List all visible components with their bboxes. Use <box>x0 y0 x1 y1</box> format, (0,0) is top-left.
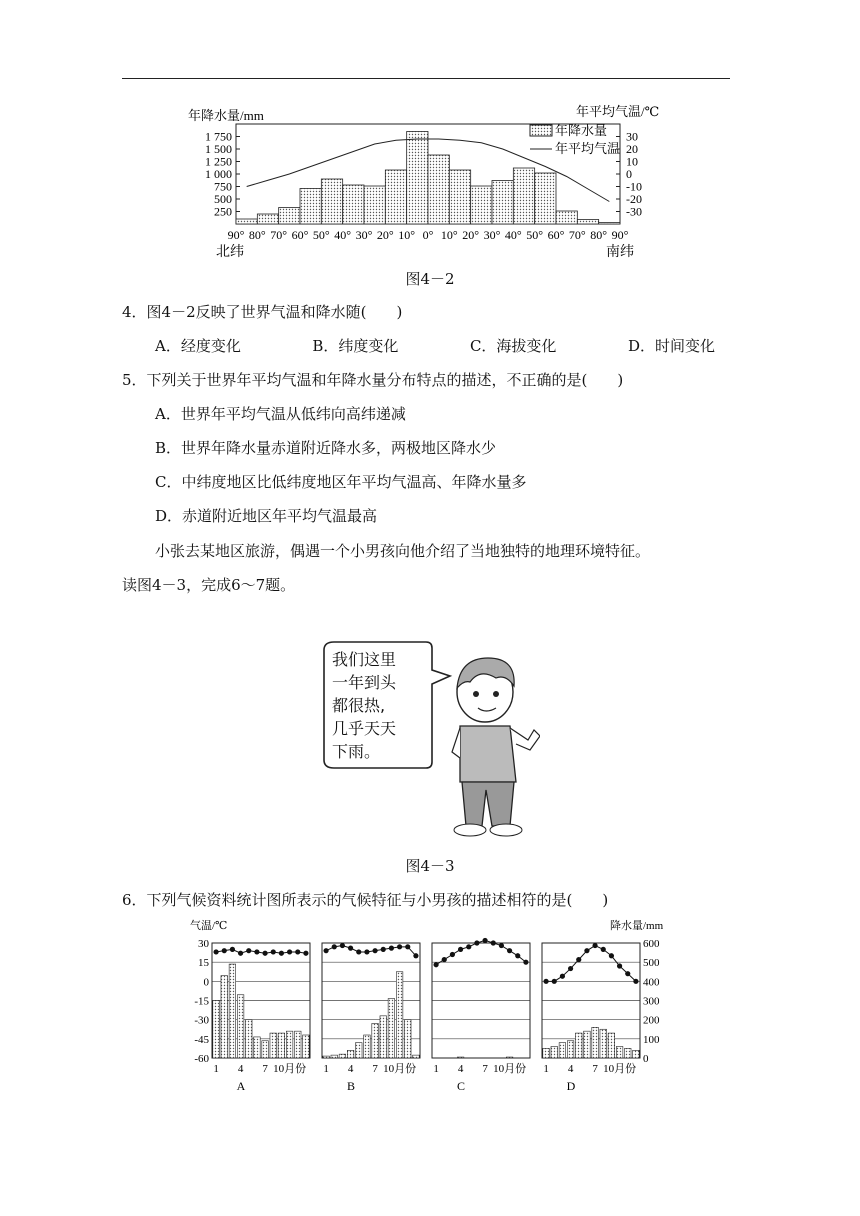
climate-right-tick: 600 <box>643 938 660 950</box>
x-tick-label: 80° <box>590 228 608 242</box>
right-axis-title: 年平均气温/℃ <box>576 104 660 119</box>
bubble-line-2: 一年到头 <box>332 673 397 692</box>
climate-temp-point <box>633 979 638 984</box>
climate-month-tick: 4 <box>347 1063 354 1075</box>
climate-precip-bar <box>355 1043 362 1058</box>
x-tick-label: 40° <box>504 228 522 242</box>
climate-temp-point <box>279 951 284 956</box>
question-4-options <box>155 336 715 356</box>
climate-temp-point <box>323 948 328 953</box>
climate-month-tick: 1 <box>213 1063 219 1075</box>
precip-bar <box>577 220 598 225</box>
climate-precip-bar <box>254 1037 261 1058</box>
x-tick-label: 70° <box>568 228 586 242</box>
climate-chart-label: D <box>566 1079 576 1093</box>
climate-precip-bar <box>278 1033 285 1058</box>
climate-left-tick: -60 <box>194 1053 209 1065</box>
precip-bar <box>279 208 300 225</box>
figure-4-3-illustration <box>320 640 540 840</box>
climate-temp-point <box>433 962 438 967</box>
precip-bar <box>364 186 385 224</box>
legend-bar-label: 年降水量 <box>555 123 608 138</box>
climate-left-title: 气温/℃ <box>190 920 228 932</box>
right-tick-label: 20 <box>626 142 638 156</box>
climate-temp-line <box>436 940 526 964</box>
precip-bar <box>471 186 492 224</box>
climate-precip-bar <box>633 1050 640 1058</box>
climate-precip-bar <box>404 1020 411 1058</box>
precip-bar <box>599 223 620 225</box>
q4-option-a[interactable]: A．经度变化 <box>155 337 241 355</box>
climate-precip-bar <box>339 1054 346 1058</box>
precip-bar <box>385 170 406 224</box>
climate-precip-bar <box>303 1035 310 1058</box>
q5-option-d[interactable]: D．赤道附近地区年平均气温最高 <box>155 507 378 525</box>
climate-precip-bar <box>506 1057 513 1058</box>
climate-chart-label: B <box>346 1079 356 1093</box>
right-tick-label: 30 <box>626 129 638 144</box>
left-tick-label: 1 000 <box>205 167 232 181</box>
climate-precip-bar <box>286 1031 293 1058</box>
q4-option-c[interactable]: C．海拔变化 <box>469 337 557 355</box>
x-tick-label: 30° <box>355 228 373 242</box>
left-tick-label: 750 <box>214 179 232 194</box>
x-tick-label: 50° <box>526 228 544 242</box>
climate-temp-point <box>601 947 606 952</box>
x-tick-label: 90° <box>611 228 629 242</box>
climate-month-tick: 4 <box>567 1063 574 1075</box>
climate-month-tick: 7 <box>262 1063 268 1075</box>
question-5-stem: 5．下列关于世界年平均气温和年降水量分布特点的描述，不正确的是( ) <box>122 371 624 389</box>
climate-temp-point <box>617 963 622 968</box>
legend-bar-swatch <box>530 125 552 136</box>
question-6-stem: 6．下列气候资料统计图所表示的气候特征与小男孩的描述相符的是( ) <box>122 891 609 909</box>
climate-temp-point <box>254 949 259 954</box>
left-axis-title: 年降水量/mm <box>188 108 264 123</box>
climate-temp-point <box>372 948 377 953</box>
climate-temp-point <box>474 940 479 945</box>
climate-precip-bar <box>372 1024 379 1059</box>
x-tick-label: 90° <box>227 228 245 242</box>
climate-charts <box>190 915 670 1095</box>
bubble-line-4: 几乎天天 <box>332 719 397 738</box>
x-tick-label: 0° <box>422 228 434 242</box>
x-tick-label: 20° <box>376 228 394 242</box>
bubble-line-5: 下雨。 <box>332 742 381 761</box>
speech-bubble-text <box>332 648 396 763</box>
climate-right-tick: 200 <box>643 1014 660 1027</box>
climate-precip-bar <box>380 1016 387 1058</box>
figure-4-2-chart <box>180 100 680 260</box>
climate-chart-label: C <box>456 1079 466 1093</box>
climate-left-tick: -30 <box>194 1014 209 1027</box>
climate-temp-point <box>507 948 512 953</box>
x-tick-label: 10° <box>398 228 416 242</box>
climate-right-tick: 500 <box>643 957 660 970</box>
climate-temp-point <box>332 944 337 949</box>
climate-precip-bar <box>323 1056 330 1058</box>
x-tick-label: 70° <box>270 228 288 242</box>
climate-temp-point <box>491 940 496 945</box>
climate-month-tick: 4 <box>457 1063 464 1075</box>
climate-month-tick: 10月份 <box>603 1063 637 1075</box>
climate-month-tick: 10月份 <box>493 1063 527 1075</box>
right-tick-label: -10 <box>626 179 642 194</box>
climate-temp-point <box>625 971 630 976</box>
climate-month-tick: 7 <box>482 1063 488 1075</box>
climate-temp-point <box>552 979 557 984</box>
bubble-line-3: 都很热, <box>332 696 386 715</box>
x-tick-label: 60° <box>547 228 565 242</box>
climate-precip-bar <box>229 964 236 1058</box>
climate-precip-bar <box>584 1031 591 1058</box>
climate-temp-point <box>523 960 528 965</box>
north-label: 北纬 <box>216 245 244 260</box>
precip-bar <box>300 189 321 225</box>
precip-bar <box>535 173 556 224</box>
climate-precip-bar <box>237 995 244 1058</box>
climate-right-tick: 400 <box>643 976 660 989</box>
climate-temp-point <box>499 943 504 948</box>
precip-bar <box>492 181 513 225</box>
climate-precip-bar <box>567 1041 574 1058</box>
climate-temp-point <box>482 938 487 943</box>
climate-temp-point <box>389 946 394 951</box>
precip-bar <box>321 179 342 224</box>
climate-month-tick: 4 <box>237 1063 244 1075</box>
climate-precip-bar <box>551 1047 558 1059</box>
precip-bar <box>513 168 534 224</box>
climate-left-tick: -15 <box>194 995 209 1008</box>
climate-temp-point <box>442 957 447 962</box>
climate-temp-point <box>405 944 410 949</box>
right-tick-label: 0 <box>626 167 632 181</box>
left-tick-label: 1 500 <box>205 142 232 156</box>
climate-precip-bar <box>262 1041 269 1058</box>
climate-precip-bar <box>543 1048 550 1058</box>
climate-chart-label: A <box>236 1079 246 1093</box>
climate-precip-bar <box>364 1035 371 1058</box>
climate-temp-point <box>271 949 276 954</box>
climate-temp-line <box>546 946 636 982</box>
climate-temp-point <box>381 947 386 952</box>
left-tick-label: 250 <box>214 204 232 219</box>
climate-precip-bar <box>559 1043 566 1058</box>
climate-precip-bar <box>396 972 403 1058</box>
climate-temp-point <box>246 948 251 953</box>
climate-left-tick: -45 <box>194 1033 209 1046</box>
x-tick-label: 20° <box>462 228 480 242</box>
right-tick-label: -20 <box>626 192 642 206</box>
climate-precip-bar <box>575 1033 582 1058</box>
q5-option-a[interactable]: A．世界年平均气温从低纬向高纬递减 <box>155 405 406 423</box>
climate-precip-bar <box>600 1029 607 1058</box>
q4-option-d[interactable]: D．时间变化 <box>627 337 715 355</box>
climate-temp-point <box>515 953 520 958</box>
climate-temp-point <box>609 953 614 958</box>
climate-temp-point <box>356 949 361 954</box>
precip-bar <box>556 211 577 224</box>
right-tick-label: -30 <box>626 204 642 219</box>
climate-temp-line <box>326 946 416 956</box>
climate-temp-point <box>397 944 402 949</box>
climate-precip-bar <box>245 1020 252 1058</box>
climate-temp-point <box>222 948 227 953</box>
climate-temp-point <box>213 949 218 954</box>
precip-bar <box>257 214 278 224</box>
climate-month-tick: 7 <box>592 1063 598 1075</box>
bubble-line-1: 我们这里 <box>332 650 397 669</box>
climate-precip-bar <box>221 976 228 1058</box>
climate-temp-point <box>568 966 573 971</box>
climate-precip-bar <box>331 1055 338 1058</box>
climate-left-tick: 0 <box>203 976 209 989</box>
climate-month-tick: 10月份 <box>383 1063 417 1075</box>
climate-precip-bar <box>616 1047 623 1059</box>
climate-temp-point <box>543 979 548 984</box>
right-tick-label: 10 <box>626 154 638 169</box>
precip-bar <box>407 132 428 225</box>
intro-line-2: 读图4－3，完成6～7题。 <box>122 576 296 594</box>
climate-precip-bar <box>592 1027 599 1058</box>
x-tick-label: 30° <box>483 228 501 242</box>
climate-temp-point <box>230 947 235 952</box>
climate-temp-line <box>216 949 306 953</box>
climate-temp-point <box>584 948 589 953</box>
climate-temp-point <box>458 947 463 952</box>
precip-bar <box>343 185 364 224</box>
climate-precip-bar <box>608 1033 615 1058</box>
x-tick-label: 40° <box>334 228 352 242</box>
x-tick-label: 10° <box>440 228 458 242</box>
climate-temp-point <box>303 951 308 956</box>
climate-left-tick: 15 <box>198 957 209 970</box>
climate-temp-point <box>295 949 300 954</box>
climate-temp-point <box>238 951 243 956</box>
climate-temp-point <box>560 974 565 979</box>
climate-precip-bar <box>457 1057 464 1058</box>
legend-line-label: 年平均气温 <box>555 141 621 156</box>
climate-precip-bar <box>213 1001 220 1059</box>
x-tick-label: 60° <box>291 228 309 242</box>
climate-month-tick: 1 <box>323 1063 329 1075</box>
climate-temp-point <box>466 944 471 949</box>
climate-right-tick: 100 <box>643 1033 660 1046</box>
question-4-stem: 4．图4－2反映了世界气温和降水随( ) <box>122 303 403 321</box>
intro-line-1: 小张去某地区旅游，偶遇一个小男孩向他介绍了当地独特的地理环境特征。 <box>155 542 651 560</box>
precip-bar <box>428 155 449 224</box>
climate-precip-bar <box>624 1048 631 1058</box>
climate-precip-bar <box>294 1031 301 1058</box>
figure-4-2-caption: 图4－2 <box>405 270 455 288</box>
x-tick-label: 50° <box>312 228 330 242</box>
climate-temp-point <box>592 943 597 948</box>
precip-bar <box>449 170 470 224</box>
climate-temp-point <box>287 949 292 954</box>
climate-left-tick: 30 <box>198 938 209 950</box>
left-tick-label: 500 <box>214 192 232 206</box>
q5-option-b[interactable]: B．世界年降水量赤道附近降水多，两极地区降水少 <box>155 439 497 457</box>
climate-right-tick: 0 <box>643 1053 649 1065</box>
climate-temp-point <box>413 953 418 958</box>
climate-temp-point <box>364 949 369 954</box>
climate-temp-point <box>576 957 581 962</box>
climate-temp-point <box>348 946 353 951</box>
x-tick-label: 80° <box>248 228 266 242</box>
climate-temp-point <box>262 951 267 956</box>
climate-month-tick: 7 <box>372 1063 378 1075</box>
climate-month-tick: 1 <box>543 1063 549 1075</box>
climate-precip-bar <box>270 1033 277 1058</box>
south-label: 南纬 <box>606 245 634 260</box>
precip-bar <box>236 219 257 224</box>
climate-month-tick: 10月份 <box>273 1063 307 1075</box>
q5-option-c[interactable]: C．中纬度地区比低纬度地区年平均气温高、年降水量多 <box>155 473 527 491</box>
figure-4-3-caption: 图4－3 <box>405 857 455 875</box>
left-tick-label: 1 250 <box>205 154 232 169</box>
climate-precip-bar <box>347 1050 354 1058</box>
climate-precip-bar <box>413 1055 420 1058</box>
climate-right-tick: 300 <box>643 995 660 1008</box>
climate-right-title: 降水量/mm <box>610 920 664 932</box>
left-tick-label: 1 750 <box>205 129 232 144</box>
climate-temp-point <box>340 943 345 948</box>
q4-option-b[interactable]: B．纬度变化 <box>312 337 399 355</box>
top-rule <box>122 78 730 79</box>
climate-temp-point <box>450 952 455 957</box>
climate-precip-bar <box>388 999 395 1058</box>
climate-month-tick: 1 <box>433 1063 439 1075</box>
